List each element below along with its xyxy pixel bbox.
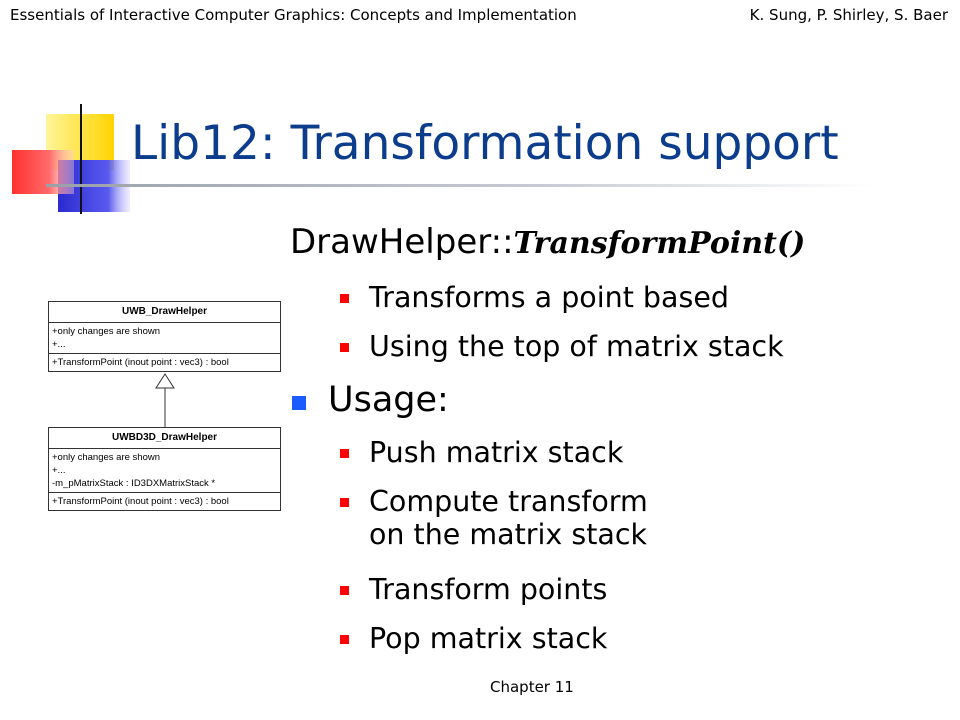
usage-heading: Usage: <box>328 380 449 420</box>
uml-inheritance-arrow <box>150 372 180 428</box>
uml-attribute: +... <box>52 339 66 350</box>
usage-bullet-marker <box>292 396 306 410</box>
uml-attributes <box>49 449 280 493</box>
uml-class-child <box>48 427 281 511</box>
usage-item-marker <box>340 498 349 507</box>
usage-item-text: Pop matrix stack <box>369 622 608 655</box>
subtitle <box>290 222 805 262</box>
uml-operations <box>49 493 280 510</box>
slide-title: Lib12: Transformation support <box>131 116 839 171</box>
footer-text: Chapter 11 <box>490 678 574 696</box>
sub-bullet-marker <box>340 343 349 352</box>
decorative-logo <box>0 0 140 220</box>
usage-item-marker <box>340 586 349 595</box>
subtitle-function: TransformPoint() <box>513 226 806 261</box>
uml-attribute: +only changes are shown <box>52 452 161 463</box>
sub-bullet-text: Using the top of matrix stack <box>369 330 784 363</box>
usage-item-marker <box>340 449 349 458</box>
usage-item-text-continued: on the matrix stack <box>369 518 648 551</box>
usage-item-text: Push matrix stack <box>369 436 624 469</box>
uml-attribute: -m_pMatrixStack : ID3DXMatrixStack * <box>52 478 216 489</box>
header-left: Essentials of Interactive Computer Graphics: Concepts and Implementation <box>10 6 577 24</box>
title-underline <box>46 184 876 187</box>
uml-operations <box>49 354 280 371</box>
sub-bullet-marker <box>340 294 349 303</box>
usage-item-text: Compute transform <box>369 485 648 518</box>
uml-class-name: UWB_DrawHelper <box>49 302 280 323</box>
logo-red-square <box>12 150 74 194</box>
header-right: K. Sung, P. Shirley, S. Baer <box>749 6 948 24</box>
usage-item-text: Transform points <box>369 573 608 606</box>
sub-bullet-text: Transforms a point based <box>369 281 729 314</box>
usage-item-marker <box>340 635 349 644</box>
uml-attribute: +... <box>52 465 66 476</box>
uml-operation: +TransformPoint (inout point : vec3) : bool <box>52 357 229 368</box>
uml-operation: +TransformPoint (inout point : vec3) : bool <box>52 496 229 507</box>
subtitle-prefix: DrawHelper:: <box>290 222 514 262</box>
uml-attribute: +only changes are shown <box>52 326 161 337</box>
uml-attributes <box>49 323 280 354</box>
uml-class-name: UWBD3D_DrawHelper <box>49 428 280 449</box>
uml-arrowhead <box>156 374 174 388</box>
uml-class-parent <box>48 301 281 372</box>
